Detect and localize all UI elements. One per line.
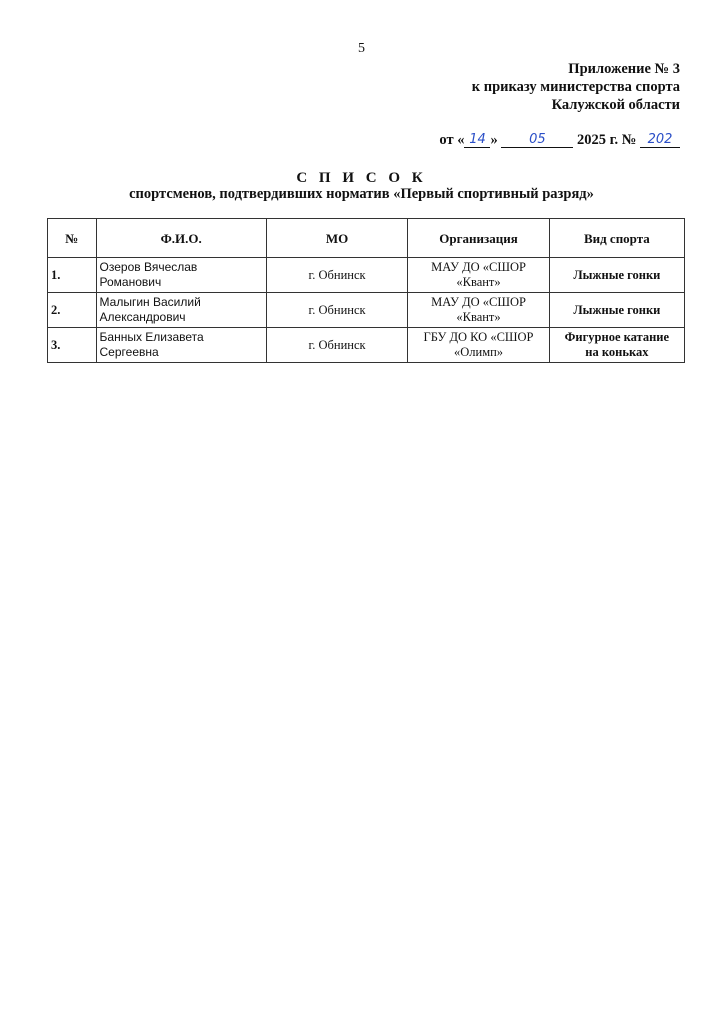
fio-line-1: Озеров Вячеслав	[99, 260, 198, 274]
org-line-2: «Квант»	[456, 275, 501, 289]
header-fio: Ф.И.О.	[96, 219, 266, 258]
header-num: №	[48, 219, 97, 258]
row-org	[408, 293, 549, 328]
row-fio	[96, 293, 266, 328]
row-mo: г. Обнинск	[266, 293, 407, 328]
row-mo: г. Обнинск	[266, 328, 407, 363]
row-sport	[549, 328, 684, 363]
appendix-line-2: к приказу министерства спорта	[471, 79, 680, 95]
sport-line-1: Лыжные гонки	[573, 302, 661, 317]
row-org	[408, 328, 549, 363]
org-line-1: МАУ ДО «СШОР	[431, 295, 526, 309]
appendix-line-3: Калужской области	[551, 97, 680, 113]
header-sport: Вид спорта	[549, 219, 684, 258]
order-prefix: от «	[439, 132, 465, 148]
appendix-header	[472, 60, 680, 114]
row-num: 1.	[48, 258, 97, 293]
sport-line-2: на коньках	[585, 345, 649, 359]
table-row	[48, 293, 685, 328]
table-row	[48, 258, 685, 293]
fio-line-2: Александрович	[99, 310, 186, 324]
row-sport	[549, 293, 684, 328]
order-year-part: 2025 г. №	[576, 132, 637, 148]
row-org	[408, 258, 549, 293]
order-number-handwritten: 202	[640, 133, 680, 148]
org-line-1: МАУ ДО «СШОР	[431, 260, 526, 274]
document-title: С П И С О К	[296, 170, 427, 186]
page-number: 5	[358, 41, 365, 56]
fio-line-2: Сергеевна	[99, 345, 159, 359]
appendix-line-1: Приложение № 3	[568, 61, 680, 77]
header-org: Организация	[408, 219, 549, 258]
table-row	[48, 328, 685, 363]
fio-line-2: Романович	[99, 275, 162, 289]
row-fio	[96, 258, 266, 293]
order-day-handwritten: 14	[464, 133, 490, 148]
row-num: 3.	[48, 328, 97, 363]
sport-line-1: Лыжные гонки	[573, 267, 661, 282]
order-mid: »	[490, 132, 498, 148]
document-subtitle: спортсменов, подтвердивших норматив «Первый спортивный разряд»	[129, 186, 594, 202]
order-date-line	[439, 131, 680, 149]
header-mo: МО	[266, 219, 407, 258]
fio-line-1: Банных Елизавета	[99, 330, 204, 344]
sport-line-1: Фигурное катание	[564, 330, 670, 344]
row-fio	[96, 328, 266, 363]
athletes-table	[47, 218, 685, 363]
row-mo: г. Обнинск	[266, 258, 407, 293]
row-num: 2.	[48, 293, 97, 328]
org-line-2: «Олимп»	[453, 345, 504, 359]
order-month-handwritten: 05	[501, 133, 573, 148]
org-line-2: «Квант»	[456, 310, 501, 324]
table-header-row	[48, 219, 685, 258]
row-sport	[549, 258, 684, 293]
org-line-1: ГБУ ДО КО «СШОР	[423, 330, 534, 344]
fio-line-1: Малыгин Василий	[99, 295, 201, 309]
